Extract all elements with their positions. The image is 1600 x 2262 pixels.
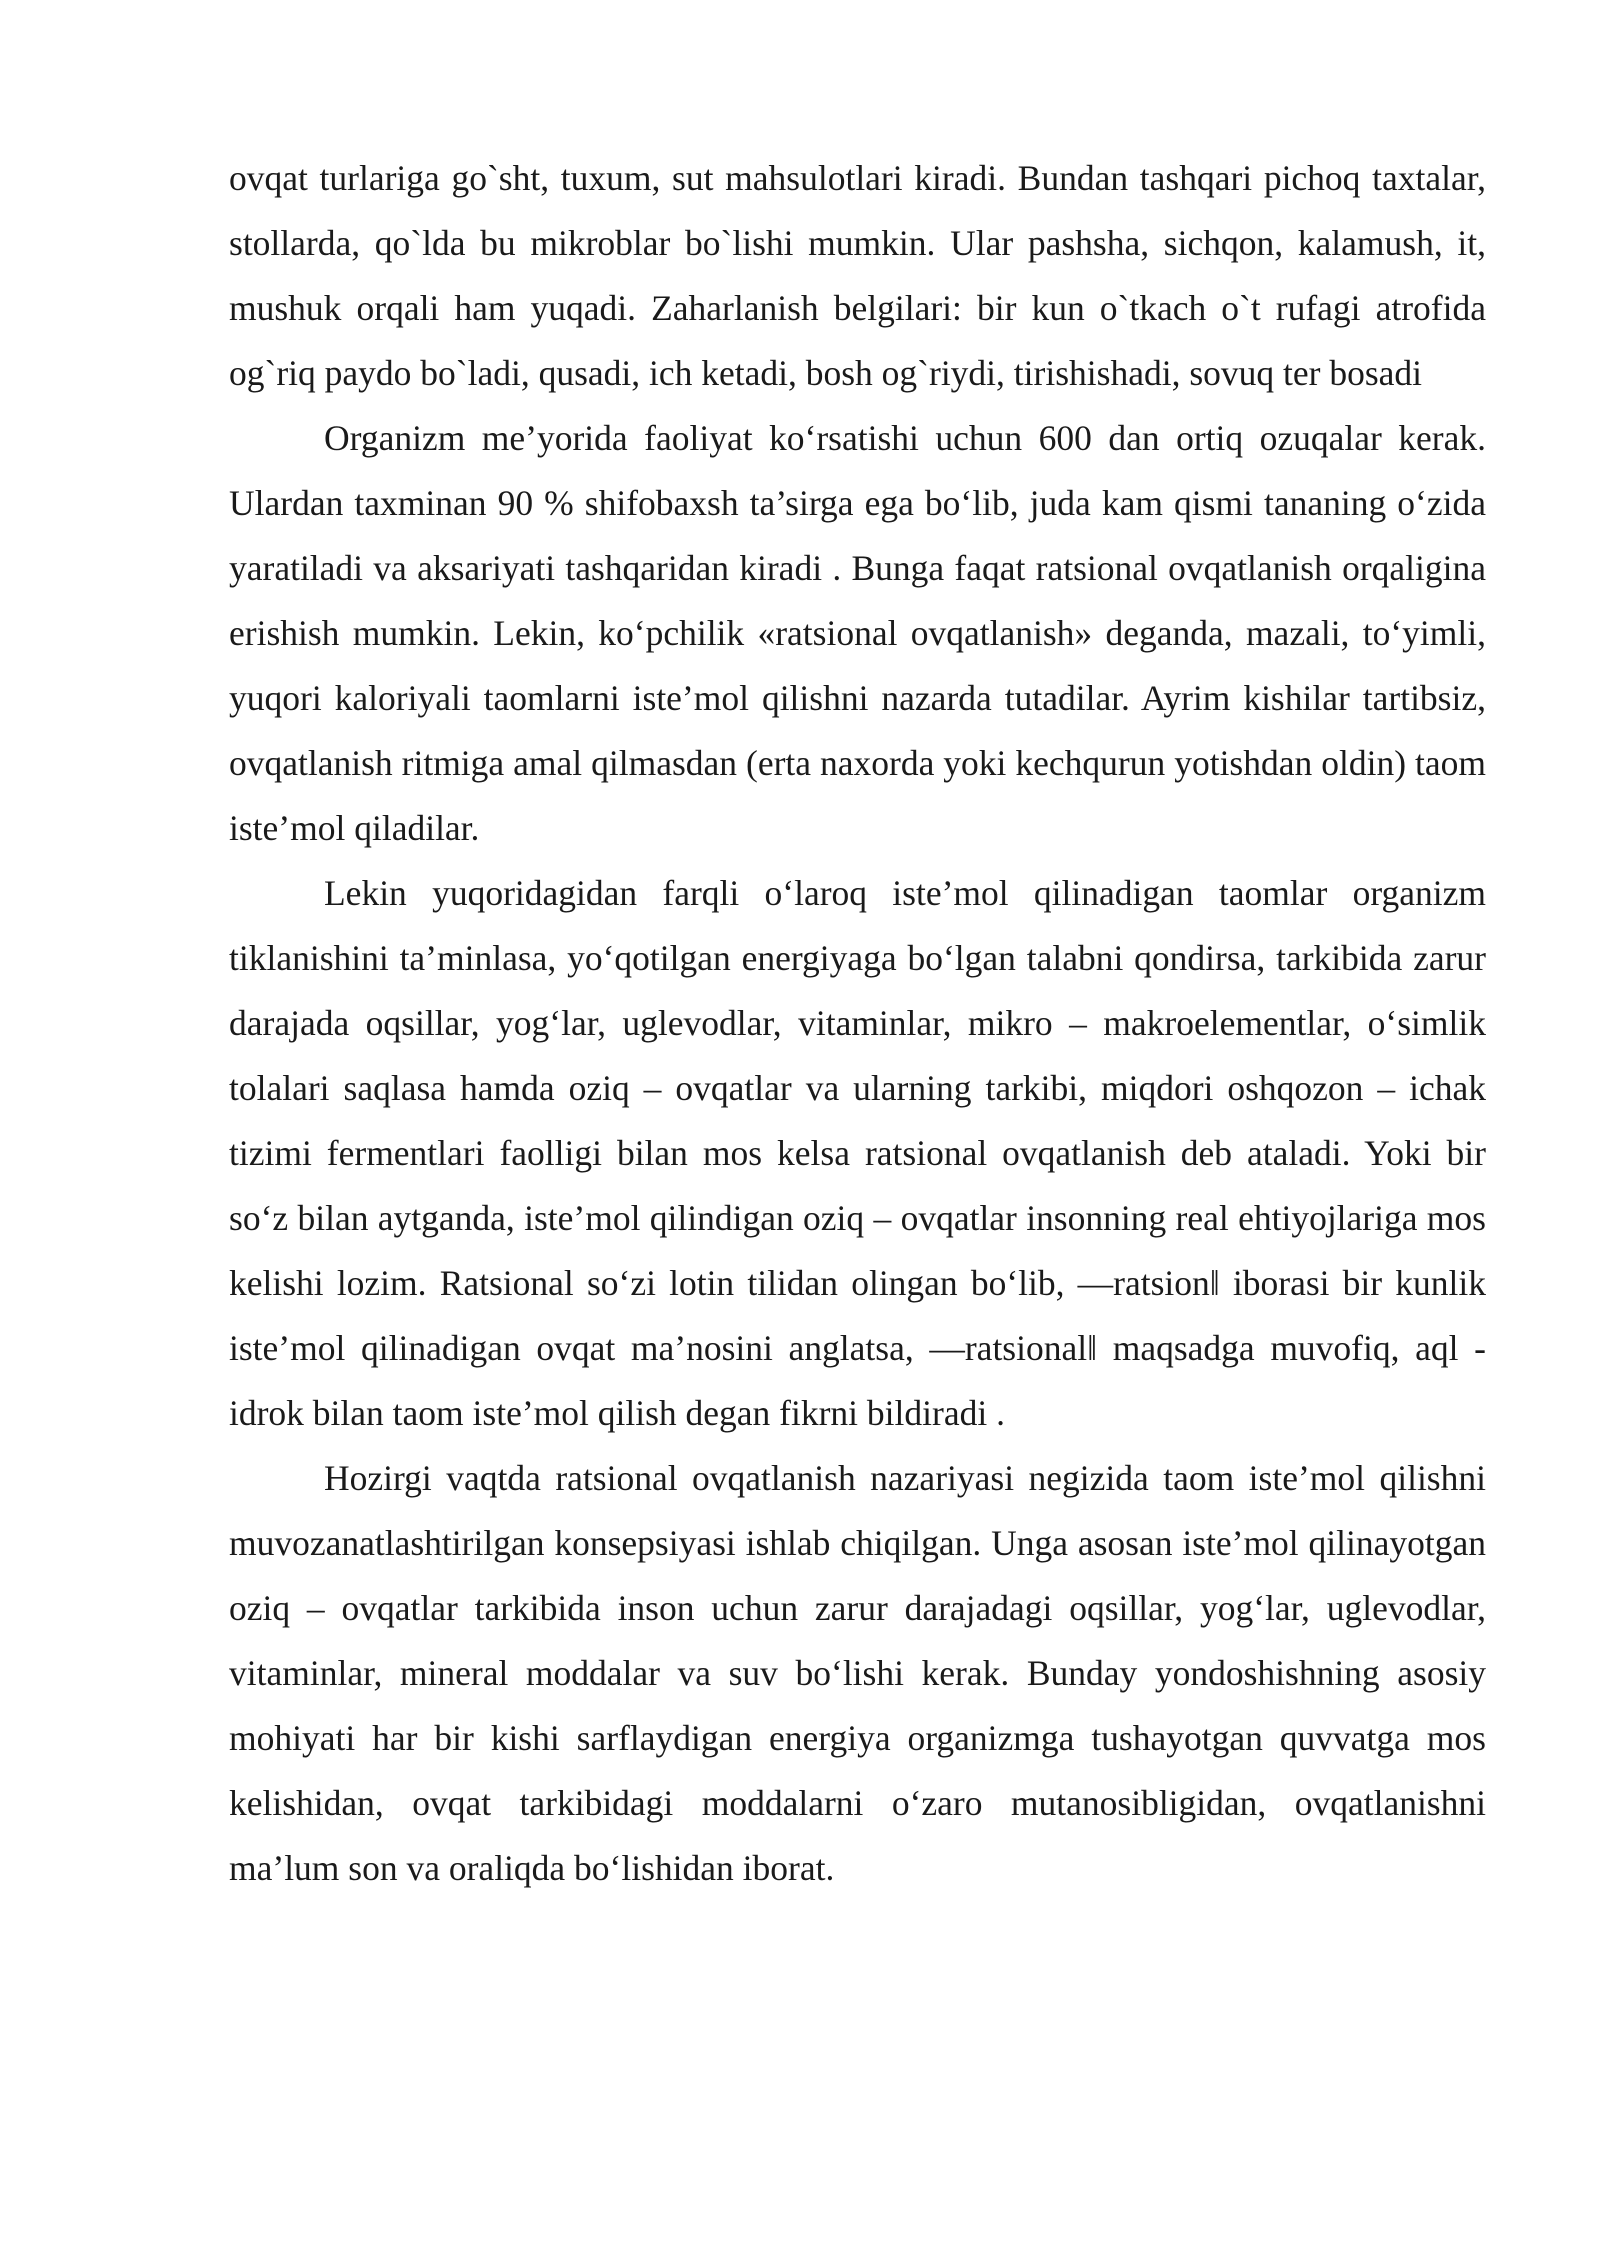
paragraph-balanced-concept: Hozirgi vaqtda ratsional ovqatlanish nazariyasi negizida taom iste’mol qilishni muvozanatlashtirilgan konsepsiyasi ishlab chiqilgan. Unga asosan iste’mol qilinayotgan oziq – ovqatlar tarkibida inson uchun zarur darajadagi oqsillar, yog‘lar, uglevodlar, vitaminlar, mineral moddalar va suv bo‘lishi kerak. Bunday yondoshishning asosiy mohiyati har bir kishi sarflaydigan energiya organizmga tushayotgan quvvatga mos kelishidan, ovqat tarkibidagi moddalarni o‘zaro mutanosibligidan, ovqatlanishni ma’lum son va oraliqda bo‘lishidan iborat. xyxy=(229,1458,1486,1888)
paragraph-food-poisoning: ovqat turlariga go`sht, tuxum, sut mahsulotlari kiradi. Bundan tashqari pichoq taxtalar, stollarda, qo`lda bu mikroblar bo`lishi mumkin. Ular pashsha, sichqon, kalamush, it, mushuk orqali ham yuqadi. Zaharlanish belgilari: bir kun o`tkach o`t rufagi atrofida og`riq paydo bo`ladi, qusadi, ich ketadi, bosh og`riydi, tirishishadi, sovuq ter bosadi xyxy=(229,158,1486,393)
paragraph-nutrients: Organizm me’yorida faoliyat ko‘rsatishi uchun 600 dan ortiq ozuqalar kerak. Ulardan taxminan 90 % shifobaxsh ta’sirga ega bo‘lib, juda kam qismi tananing o‘zida yaratiladi va aksariyati tashqaridan kiradi . Bunga faqat ratsional ovqatlanish orqaligina erishish mumkin. Lekin, ko‘pchilik «ratsional ovqatlanish» deganda, mazali, to‘yimli, yuqori kaloriyali taomlarni iste’mol qilishni nazarda tutadilar. Ayrim kishilar tartibsiz, ovqatlanish ritmiga amal qilmasdan (erta naxorda yoki kechqurun yotishdan oldin) taom iste’mol qiladilar. xyxy=(229,418,1486,848)
paragraph-rational-nutrition-definition: Lekin yuqoridagidan farqli o‘laroq iste’mol qilinadigan taomlar organizm tiklanishini ta’minlasa, yo‘qotilgan energiyaga bo‘lgan talabni qondirsa, tarkibida zarur darajada oqsillar, yog‘lar, uglevodlar, vitaminlar, mikro – makroelementlar, o‘simlik tolalari saqlasa hamda oziq – ovqatlar va ularning tarkibi, miqdori oshqozon – ichak tizimi fermentlari faolligi bilan mos kelsa ratsional ovqatlanish deb ataladi. Yoki bir so‘z bilan aytganda, iste’mol qilindigan oziq – ovqatlar insonning real ehtiyojlariga mos kelishi lozim. Ratsional so‘zi lotin tilidan olingan bo‘lib, ―ratsion‖ iborasi bir kunlik iste’mol qilinadigan ovqat ma’nosini anglatsa, ―ratsional‖ maqsadga muvofiq, aql - idrok bilan taom iste’mol qilish degan fikrni bildiradi . xyxy=(229,873,1486,1433)
document-body xyxy=(229,146,1486,1901)
